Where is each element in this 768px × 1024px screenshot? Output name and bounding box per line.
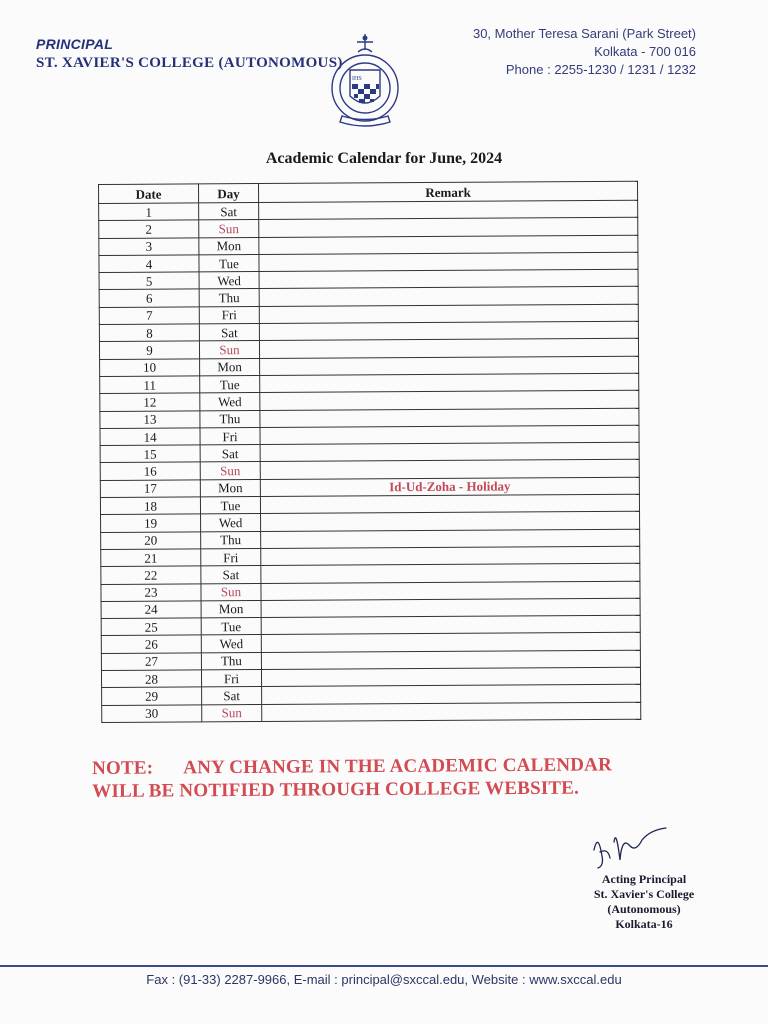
day-cell: Thu bbox=[199, 289, 259, 307]
day-cell: Tue bbox=[200, 375, 260, 393]
day-cell: Sat bbox=[201, 566, 261, 584]
note-line-2: WILL BE NOTIFIED THROUGH COLLEGE WEBSITE. bbox=[92, 777, 580, 802]
date-cell: 23 bbox=[101, 583, 201, 601]
date-cell: 16 bbox=[100, 462, 200, 480]
day-cell: Mon bbox=[201, 600, 261, 618]
letterhead-college: ST. XAVIER'S COLLEGE (AUTONOMOUS) bbox=[36, 55, 343, 71]
day-cell: Sun bbox=[199, 341, 259, 359]
signatory-block bbox=[582, 872, 706, 932]
day-cell: Fri bbox=[201, 548, 261, 566]
remark-cell bbox=[262, 702, 641, 722]
date-cell: 29 bbox=[102, 687, 202, 705]
signatory-role: Acting Principal bbox=[601, 872, 687, 886]
footer-divider bbox=[0, 965, 768, 967]
date-cell: 8 bbox=[99, 324, 199, 342]
day-cell: Sun bbox=[199, 220, 259, 238]
remark-cell: Id-Ud-Zoha - Holiday bbox=[260, 477, 639, 497]
phone-line: Phone : 2255-1230 / 1231 / 1232 bbox=[505, 62, 696, 77]
day-cell: Fri bbox=[201, 670, 261, 688]
signature-icon bbox=[586, 822, 676, 874]
calendar-table bbox=[98, 181, 641, 723]
date-cell: 13 bbox=[100, 410, 200, 428]
date-cell: 11 bbox=[100, 376, 200, 394]
note-block bbox=[92, 753, 612, 803]
day-cell: Sat bbox=[199, 324, 259, 342]
day-cell: Thu bbox=[201, 652, 261, 670]
date-cell: 18 bbox=[100, 497, 200, 515]
day-cell: Sun bbox=[201, 583, 261, 601]
college-crest-icon bbox=[328, 30, 402, 130]
remark-column-header: Remark bbox=[259, 181, 638, 202]
day-cell: Wed bbox=[199, 272, 259, 290]
day-cell: Fri bbox=[200, 427, 260, 445]
day-cell: Sun bbox=[202, 704, 262, 722]
document-title: Academic Calendar for June, 2024 bbox=[265, 150, 503, 167]
date-cell: 12 bbox=[100, 393, 200, 411]
day-cell: Fri bbox=[199, 306, 259, 324]
day-cell: Mon bbox=[200, 358, 260, 376]
day-cell: Thu bbox=[201, 531, 261, 549]
letterhead-title: PRINCIPAL bbox=[36, 36, 114, 52]
date-cell: 7 bbox=[99, 307, 199, 325]
letterhead-right bbox=[473, 25, 696, 79]
day-cell: Sun bbox=[200, 462, 260, 480]
calendar-body bbox=[99, 200, 641, 722]
day-cell: Mon bbox=[200, 479, 260, 497]
day-cell: Tue bbox=[201, 618, 261, 636]
date-cell: 26 bbox=[101, 635, 201, 653]
date-cell: 5 bbox=[99, 272, 199, 290]
date-cell: 10 bbox=[100, 359, 200, 377]
svg-text:IHS: IHS bbox=[352, 76, 362, 82]
date-cell: 28 bbox=[101, 670, 201, 688]
date-cell: 21 bbox=[101, 549, 201, 567]
date-cell: 9 bbox=[99, 341, 199, 359]
day-cell: Wed bbox=[201, 635, 261, 653]
day-cell: Thu bbox=[200, 410, 260, 428]
table-row bbox=[102, 702, 641, 723]
footer-contact: Fax : (91-33) 2287-9966, E-mail : principal@sxccal.edu, Website : www.sxccal.edu bbox=[146, 972, 622, 987]
date-cell: 2 bbox=[99, 220, 199, 238]
date-cell: 17 bbox=[100, 480, 200, 498]
day-cell: Mon bbox=[199, 237, 259, 255]
date-cell: 6 bbox=[99, 289, 199, 307]
date-cell: 14 bbox=[100, 428, 200, 446]
date-cell: 4 bbox=[99, 255, 199, 273]
date-cell: 19 bbox=[101, 514, 201, 532]
day-cell: Sat bbox=[202, 687, 262, 705]
date-cell: 24 bbox=[101, 601, 201, 619]
date-cell: 3 bbox=[99, 237, 199, 255]
date-cell: 30 bbox=[102, 704, 202, 722]
day-cell: Wed bbox=[201, 514, 261, 532]
date-cell: 20 bbox=[101, 532, 201, 550]
day-cell: Wed bbox=[200, 393, 260, 411]
date-cell: 1 bbox=[99, 203, 199, 221]
note-label: NOTE: bbox=[92, 757, 154, 779]
address-line-2: Kolkata - 700 016 bbox=[594, 44, 696, 59]
date-column-header: Date bbox=[99, 184, 199, 204]
note-line-1: ANY CHANGE IN THE ACADEMIC CALENDAR bbox=[183, 754, 613, 779]
day-cell: Tue bbox=[200, 497, 260, 515]
date-cell: 27 bbox=[101, 653, 201, 671]
address-line-1: 30, Mother Teresa Sarani (Park Street) bbox=[472, 26, 696, 41]
day-cell: Sat bbox=[200, 445, 260, 463]
signatory-city: Kolkata-16 bbox=[615, 917, 673, 931]
day-cell: Sat bbox=[199, 203, 259, 221]
date-cell: 22 bbox=[101, 566, 201, 584]
day-column-header: Day bbox=[199, 184, 259, 203]
date-cell: 15 bbox=[100, 445, 200, 463]
date-cell: 25 bbox=[101, 618, 201, 636]
signatory-status: (Autonomous) bbox=[607, 902, 681, 916]
signatory-college: St. Xavier's College bbox=[593, 887, 695, 901]
day-cell: Tue bbox=[199, 254, 259, 272]
letterhead-left bbox=[36, 36, 343, 72]
